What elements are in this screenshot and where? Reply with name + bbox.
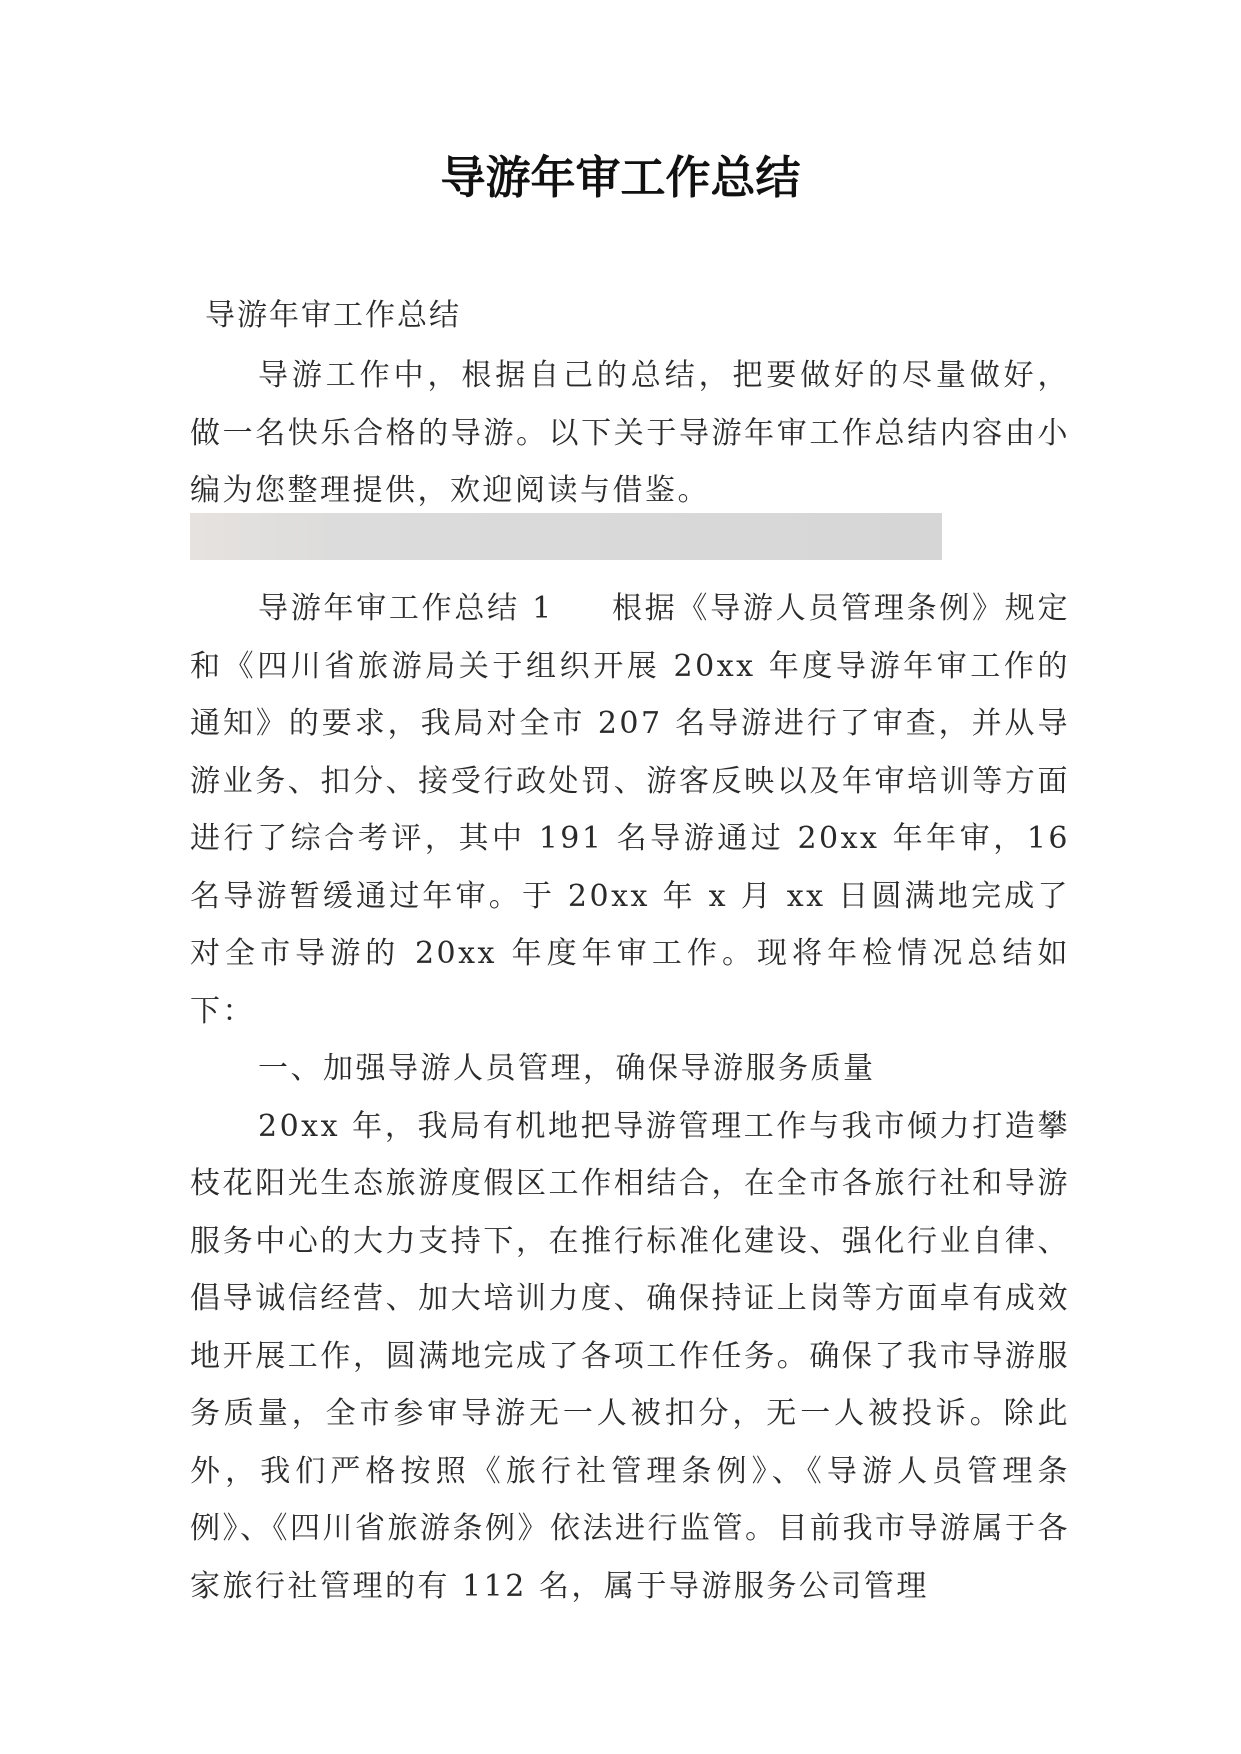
intro-paragraph: 导游工作中，根据自己的总结，把要做好的尽量做好，做一名快乐合格的导游。以下关于导游年审工作总结内容由小编为您整理提供，欢迎阅读与借鉴。: [190, 358, 1070, 508]
document-subtitle: 导游年审工作总结: [205, 298, 461, 333]
intro-block: [190, 347, 1070, 520]
section-paragraph-1: [190, 580, 1070, 1040]
document-title: 导游年审工作总结: [440, 151, 801, 204]
body-block: [190, 580, 1070, 1615]
paragraph-1-text: 根据《导游人员管理条例》规定和《四川省旅游局关于组织开展 20xx 年度导游年审工作的通知》的要求，我局对全市 207 名导游进行了审查，并从导游业务、扣分、接受行政处罚、游客反映以及年审培训等方面进行了综合考评，其中 191 名导游通过 20xx 年年审，16 名导游暂缓通过年审。于 20xx 年 x 月 xx 日圆满地完成了对全市导游的 20xx 年度年审工作。现将年检情况总结如下：: [190, 591, 1071, 1029]
blurred-banner-image: [190, 513, 942, 560]
section-heading: 导游年审工作总结 1: [258, 591, 554, 626]
paragraph-2: 20xx 年，我局有机地把导游管理工作与我市倾力打造攀枝花阳光生态旅游度假区工作相结合，在全市各旅行社和导游服务中心的大力支持下，在推行标准化建设、强化行业自律、倡导诚信经营、加大培训力度、确保持证上岗等方面卓有成效地开展工作，圆满地完成了各项工作任务。确保了我市导游服务质量，全市参审导游无一人被扣分，无一人被投诉。除此外，我们严格按照《旅行社管理条例》、《导游人员管理条例》、《四川省旅游条例》依法进行监管。目前我市导游属于各家旅行社管理的有 112 名，属于导游服务公司管理: [190, 1108, 1070, 1604]
heading-1: 一、加强导游人员管理，确保导游服务质量: [258, 1051, 876, 1086]
